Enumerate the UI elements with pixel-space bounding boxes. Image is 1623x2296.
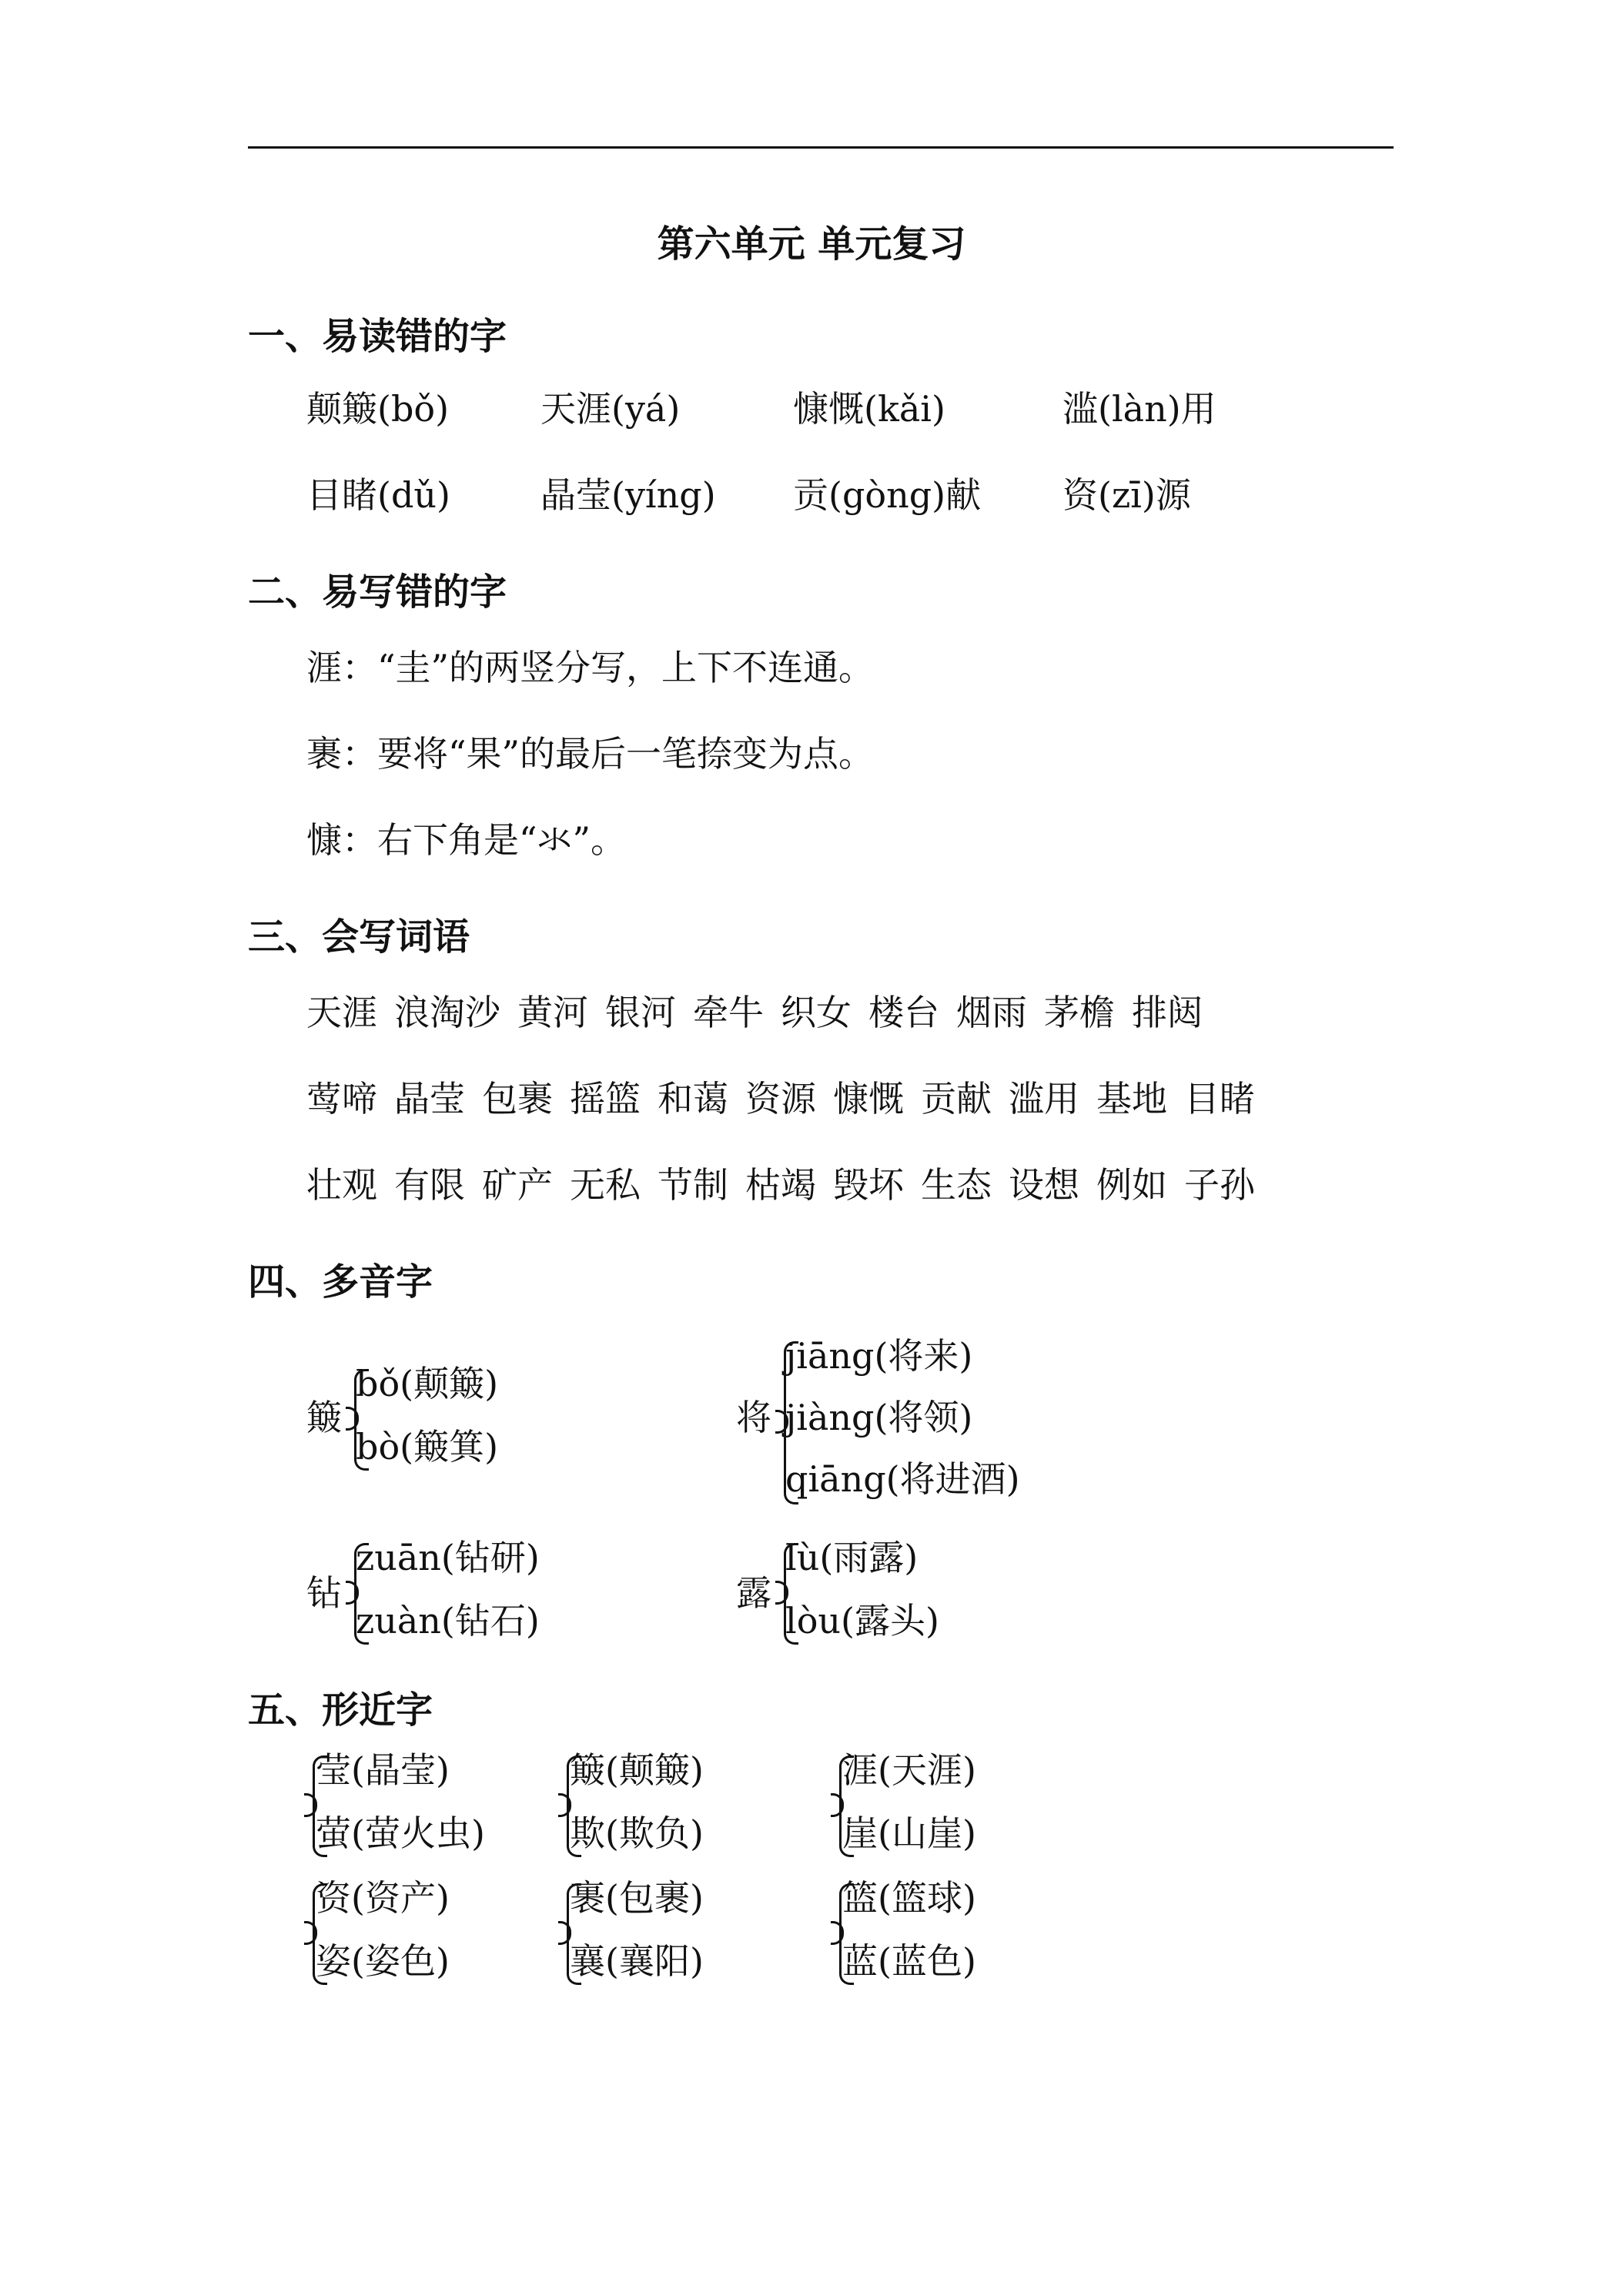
word: 壮观 bbox=[306, 1164, 377, 1206]
word: 矿产 bbox=[482, 1164, 553, 1206]
word: 有限 bbox=[394, 1164, 465, 1206]
polyphone-reading: lù(雨露) bbox=[785, 1537, 919, 1578]
word: 织女 bbox=[781, 992, 852, 1033]
word: 无私 bbox=[570, 1164, 641, 1206]
similar-char: 资(资产) bbox=[316, 1877, 450, 1919]
word: 基地 bbox=[1096, 1078, 1167, 1120]
reading-item: 天涯(yá) bbox=[540, 388, 681, 430]
reading-item: 滥(làn)用 bbox=[1062, 388, 1216, 430]
polyphone-char: 钻 bbox=[306, 1572, 342, 1614]
radical-glyph: 氺 bbox=[537, 819, 573, 861]
polyphone-reading: qiāng(将进酒) bbox=[785, 1458, 1020, 1500]
word: 摇篮 bbox=[570, 1078, 641, 1120]
similar-char: 篮(篮球) bbox=[842, 1877, 976, 1919]
writing-note bbox=[306, 819, 627, 861]
similar-char: 蓝(蓝色) bbox=[842, 1940, 976, 1982]
reading-item: 目睹(dǔ) bbox=[306, 474, 450, 516]
word: 浪淘沙 bbox=[394, 992, 500, 1033]
header-rule bbox=[248, 146, 1394, 149]
polyphone-reading: bò(簸箕) bbox=[356, 1426, 499, 1468]
polyphone-reading: bǒ(颠簸) bbox=[356, 1363, 499, 1404]
word: 牵牛 bbox=[693, 992, 764, 1033]
word: 目睹 bbox=[1184, 1078, 1255, 1120]
word-row bbox=[306, 1164, 1272, 1206]
page-title: 第六单元 单元复习 bbox=[657, 223, 966, 266]
section-heading-4: 四、多音字 bbox=[248, 1260, 433, 1304]
word: 枯竭 bbox=[745, 1164, 816, 1206]
similar-char: 萤(萤火虫) bbox=[316, 1812, 485, 1854]
word: 设想 bbox=[1009, 1164, 1079, 1206]
word: 包裹 bbox=[482, 1078, 553, 1120]
word: 节制 bbox=[658, 1164, 728, 1206]
word: 排闼 bbox=[1132, 992, 1203, 1033]
similar-char: 崖(山崖) bbox=[842, 1812, 976, 1854]
word: 子孙 bbox=[1184, 1164, 1255, 1206]
word: 晶莹 bbox=[394, 1078, 465, 1120]
word: 莺啼 bbox=[306, 1078, 377, 1120]
section-heading-3: 三、会写词语 bbox=[248, 915, 470, 959]
similar-char: 裹(包裹) bbox=[570, 1877, 704, 1919]
polyphone-reading: zuàn(钻石) bbox=[356, 1600, 540, 1642]
word: 黄河 bbox=[517, 992, 588, 1033]
word: 茅檐 bbox=[1044, 992, 1115, 1033]
polyphone-char: 簸 bbox=[306, 1397, 342, 1438]
writing-note-text: 慷：右下角是“ bbox=[306, 819, 537, 861]
polyphone-char: 将 bbox=[736, 1397, 771, 1438]
word-row bbox=[306, 992, 1220, 1033]
polyphone-reading: lòu(露头) bbox=[785, 1600, 939, 1642]
word: 天涯 bbox=[306, 992, 377, 1033]
word: 和蔼 bbox=[658, 1078, 728, 1120]
word: 贡献 bbox=[921, 1078, 992, 1120]
word: 例如 bbox=[1096, 1164, 1167, 1206]
similar-char: 簸(颠簸) bbox=[570, 1749, 704, 1791]
polyphone-char: 露 bbox=[736, 1572, 771, 1614]
reading-item: 资(zī)源 bbox=[1062, 474, 1191, 516]
section-heading-1: 一、易读错的字 bbox=[248, 315, 507, 358]
word: 楼台 bbox=[868, 992, 939, 1033]
word: 滥用 bbox=[1009, 1078, 1079, 1120]
writing-note-text: ”。 bbox=[572, 819, 627, 861]
reading-item: 晶莹(yíng) bbox=[540, 474, 716, 516]
similar-char: 莹(晶莹) bbox=[316, 1749, 450, 1791]
polyphone-reading: jiāng(将来) bbox=[785, 1335, 973, 1377]
similar-char: 襄(襄阳) bbox=[570, 1940, 704, 1982]
reading-item: 贡(gòng)献 bbox=[793, 474, 982, 516]
reading-item: 颠簸(bǒ) bbox=[306, 388, 450, 430]
writing-note: 裹：要将“果”的最后一笔捺变为点。 bbox=[306, 733, 875, 775]
word: 烟雨 bbox=[956, 992, 1027, 1033]
section-heading-2: 二、易写错的字 bbox=[248, 571, 507, 614]
similar-char: 涯(天涯) bbox=[842, 1749, 976, 1791]
similar-char: 欺(欺负) bbox=[570, 1812, 704, 1854]
writing-note: 涯：“圭”的两竖分写，上下不连通。 bbox=[306, 647, 875, 688]
word: 银河 bbox=[605, 992, 676, 1033]
section-heading-5: 五、形近字 bbox=[248, 1689, 433, 1732]
word: 资源 bbox=[745, 1078, 816, 1120]
word-row bbox=[306, 1078, 1272, 1120]
word: 生态 bbox=[921, 1164, 992, 1206]
similar-char: 姿(姿色) bbox=[316, 1940, 450, 1982]
polyphone-reading: zuān(钻研) bbox=[356, 1537, 540, 1578]
word: 毁坏 bbox=[833, 1164, 904, 1206]
word: 慷慨 bbox=[833, 1078, 904, 1120]
reading-item: 慷慨(kǎi) bbox=[793, 388, 945, 430]
polyphone-reading: jiàng(将领) bbox=[785, 1397, 973, 1438]
